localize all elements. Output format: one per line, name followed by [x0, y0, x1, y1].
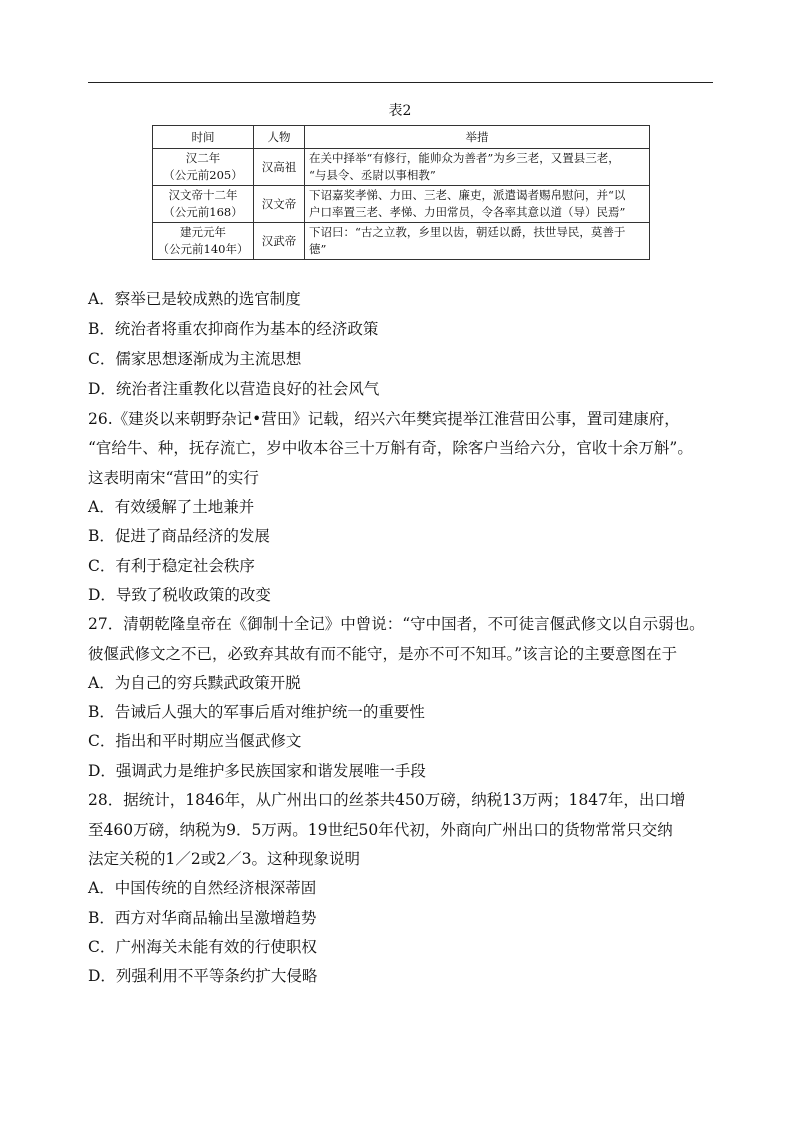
q27-option-d: D．强调武力是维护多民族国家和谐发展唯一手段	[88, 762, 426, 780]
table-caption: 表2	[388, 103, 412, 119]
cell-person: 汉文帝	[254, 186, 305, 223]
header-person: 人物	[254, 126, 305, 149]
cell-line: 户口率置三老、孝悌、力田常员，令各率其意以道（导）民焉”	[309, 205, 626, 219]
cell-line: 建元元年	[180, 225, 226, 239]
cell-line: （公元前140年）	[157, 242, 249, 256]
cell-line: 在关中择举“有修行，能帅众为善者”为乡三老，又置县三老，	[309, 151, 620, 165]
table-row	[153, 149, 650, 186]
q26-stem-line: 这表明南宋“营田”的实行	[88, 469, 259, 487]
cell-line: （公元前205）	[163, 168, 243, 182]
q27-option-b: B．告诫后人强大的军事后盾对维护统一的重要性	[88, 703, 425, 721]
q28-stem-line: 至460万磅，纳税为9．5万两。19世纪50年代初，外商向广州出口的货物常常只交纳	[88, 821, 673, 839]
q27-stem-line: 彼偃武修文之不已，必致弃其故有而不能守，是亦不可不知耳。”该言论的主要意图在于	[88, 645, 678, 663]
top-rule	[88, 82, 713, 83]
q26-stem-line: 26.《建炎以来朝野杂记•营田》记载，绍兴六年樊宾提举江淮营田公事，置司建康府，	[88, 410, 680, 428]
q25-option-b: B．统治者将重农抑商作为基本的经济政策	[88, 320, 379, 338]
cell-time	[153, 223, 254, 260]
header-time: 时间	[153, 126, 254, 149]
header-measure: 举措	[305, 126, 650, 149]
cell-line: 下诏曰：“古之立教，乡里以齿，朝廷以爵，扶世导民，莫善于	[309, 225, 626, 239]
q28-option-b: B．西方对华商品输出呈激增趋势	[88, 909, 317, 927]
cell-line: 汉二年	[185, 151, 221, 165]
q27-stem-line: 27．清朝乾隆皇帝在《御制十全记》中曾说：“守中国者，不可徒言偃武修文以自示弱也。	[88, 615, 705, 633]
cell-person: 汉武帝	[254, 223, 305, 260]
q28-option-d: D．列强利用不平等条约扩大侵略	[88, 967, 318, 985]
cell-line: 汉文帝十二年	[168, 188, 238, 202]
cell-measure	[305, 186, 650, 223]
q26-option-b: B．促进了商品经济的发展	[88, 527, 270, 545]
cell-line: （公元前168）	[163, 205, 243, 219]
cell-line: “与县令、丞尉以事相教”	[309, 168, 436, 182]
cell-time	[153, 149, 254, 186]
q27-option-a: A．为自己的穷兵黩武政策开脱	[88, 674, 301, 692]
q25-option-c: C．儒家思想逐渐成为主流思想	[88, 350, 302, 368]
q28-option-a: A．中国传统的自然经济根深蒂固	[88, 879, 317, 897]
q28-option-c: C．广州海关未能有效的行使职权	[88, 938, 317, 956]
cell-person: 汉高祖	[254, 149, 305, 186]
q26-stem-line: “官给牛、种，抚存流亡，岁中收本谷三十万斛有奇，除客户当给六分，官收十余万斛”。	[88, 439, 693, 457]
cell-measure	[305, 223, 650, 260]
cell-line: 下诏嘉奖孝悌、力田、三老、廉吏，派遣谒者赐帛慰问，并“以	[309, 188, 626, 202]
cell-measure	[305, 149, 650, 186]
q28-stem-line: 法定关税的1／2或2／3。这种现象说明	[88, 850, 360, 868]
q25-option-a: A．察举已是较成熟的选官制度	[88, 290, 301, 308]
q26-option-c: C．有利于稳定社会秩序	[88, 557, 255, 575]
table-row	[153, 186, 650, 223]
q26-option-d: D．导致了税收政策的改变	[88, 586, 271, 604]
table-2	[152, 125, 650, 260]
cell-line: 德”	[309, 242, 327, 256]
q26-option-a: A．有效缓解了土地兼并	[88, 498, 255, 516]
cell-time	[153, 186, 254, 223]
q25-option-d: D．统治者注重教化以营造良好的社会风气	[88, 380, 380, 398]
q28-stem-line: 28．据统计，1846年，从广州出口的丝茶共450万磅，纳税13万两；1847年，出口增	[88, 791, 686, 809]
q27-option-c: C．指出和平时期应当偃武修文	[88, 732, 302, 750]
table-row	[153, 223, 650, 260]
table-header-row	[153, 126, 650, 149]
